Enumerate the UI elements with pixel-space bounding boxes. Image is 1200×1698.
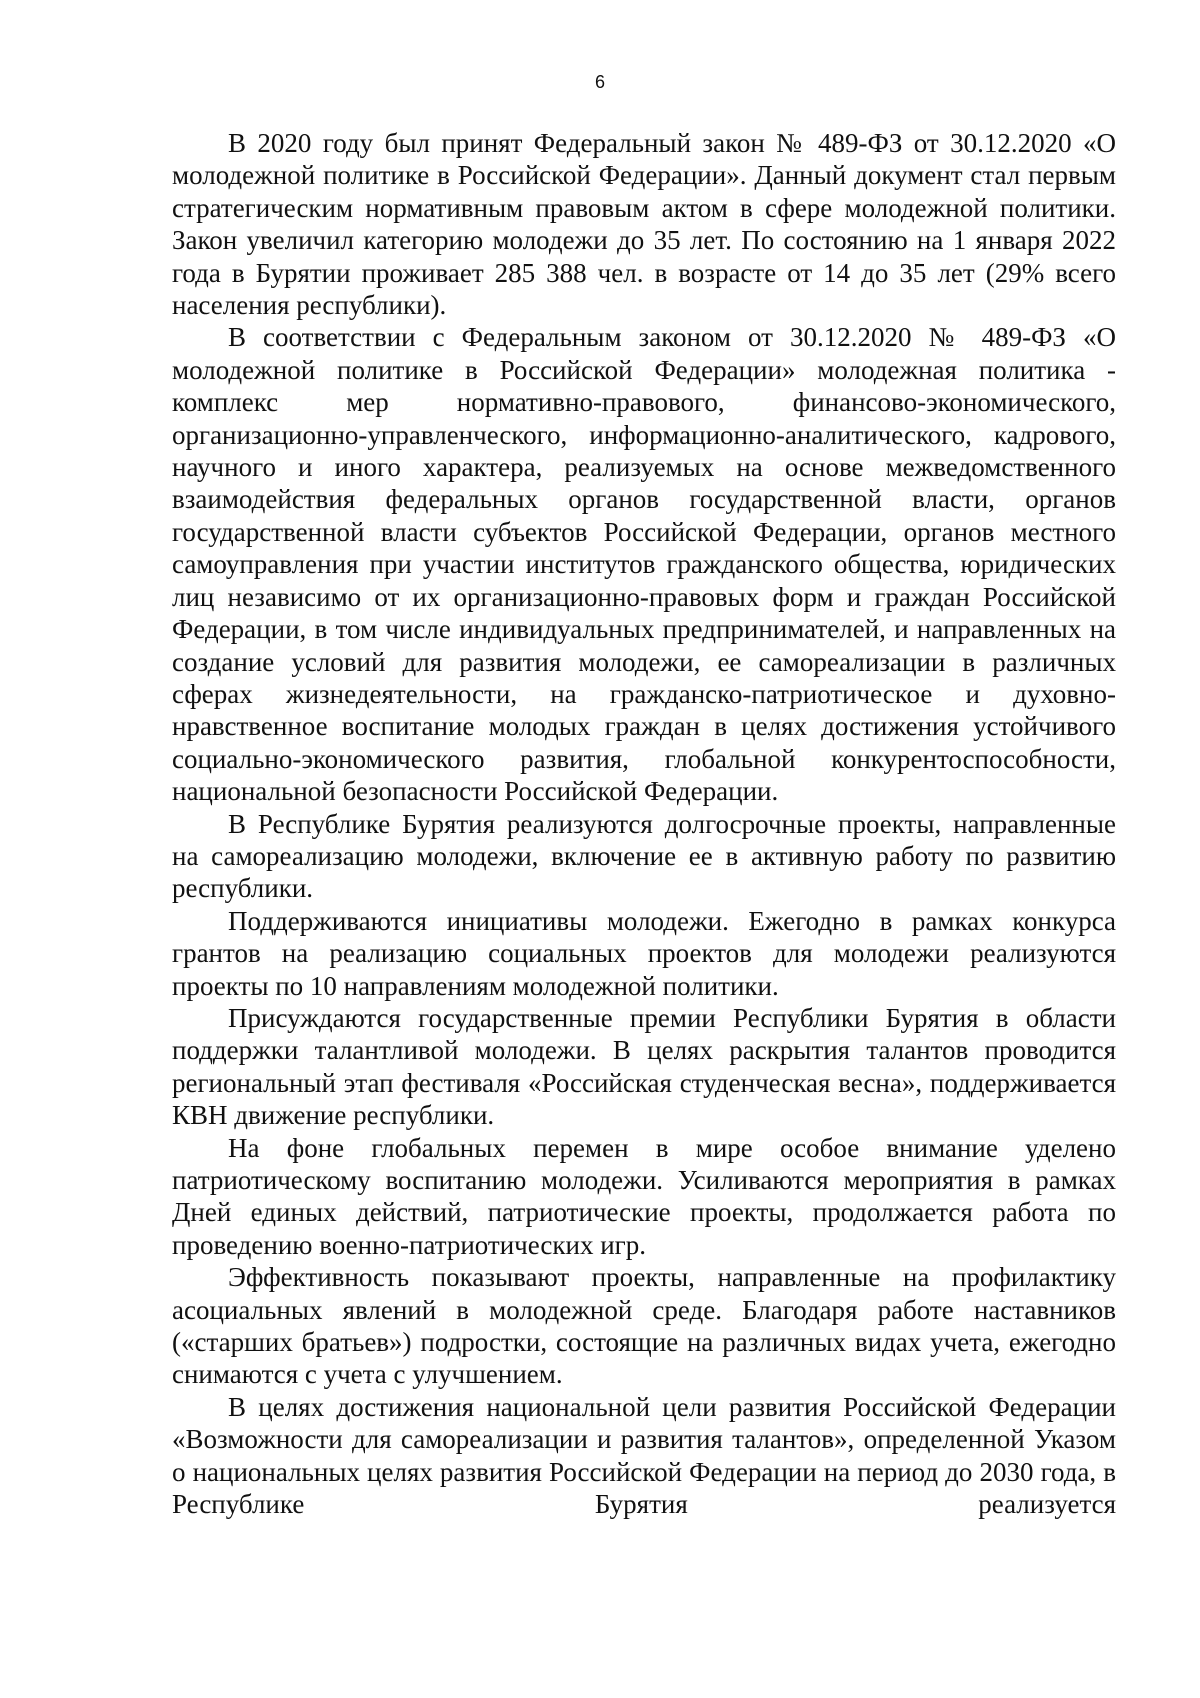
page-number: 6 xyxy=(594,72,605,92)
paragraph-youth-initiatives: Поддерживаются инициативы молодежи. Ежегодно в рамках конкурса грантов на реализацию социальных проектов для молодежи реализуются проекты по 10 направлениям молодежной политики. xyxy=(172,905,1116,1001)
paragraph-prevention-projects: Эффективность показывают проекты, направленные на профилактику асоциальных явлений в молодежной среде. Благодаря работе наставников («старших братьев») подростки, состоящие на различных видах учета, ежегодно снимаются с учета с улучшением. xyxy=(172,1262,1116,1390)
document-body xyxy=(172,127,1116,1520)
paragraph-patriotic-education: На фоне глобальных перемен в мире особое внимание уделено патриотическому воспитанию молодежи. Усиливаются мероприятия в рамках Дней единых действий, патриотические проекты, продолжается работа по проведению военно-патриотических игр. xyxy=(172,1132,1116,1260)
paragraph-national-goals: В целях достижения национальной цели развития Российской Федерации «Возможности для самореализации и развития талантов», определенной Указом о национальных целях развития Российской Федерации на период до 2030 года, в Республике Бурятия реализуется xyxy=(172,1391,1116,1520)
paragraph-state-prizes: Присуждаются государственные премии Республики Бурятия в области поддержки талантливой молодежи. В целях раскрытия талантов проводится региональный этап фестиваля «Российская студенческая весна», поддерживается КВН движение республики. xyxy=(172,1002,1116,1131)
paragraph-long-term-projects: В Республике Бурятия реализуются долгосрочные проекты, направленные на самореализацию молодежи, включение ее в активную работу по развитию республики. xyxy=(172,808,1116,904)
paragraph-youth-law-2020: В 2020 году был принят Федеральный закон № 489-ФЗ от 30.12.2020 «О молодежной политике в Российской Федерации». Данный документ стал первым стратегическим нормативным правовым актом в сфере молодежной политики. Закон увеличил категорию молодежи до 35 лет. По состоянию на 1 января 2022 года в Бурятии проживает 285 388 чел. в возрасте от 14 до 35 лет (29% всего населения республики). xyxy=(172,128,1116,321)
paragraph-youth-policy-definition: В соответствии с Федеральным законом от 30.12.2020 № 489-ФЗ «О молодежной политике в Российской Федерации» молодежная политика - комплекс мер нормативно-правового, финансово-экономического, организационно-управленческого, информационно-аналитического, кадрового, научного и иного характера, реализуемых на основе межведомственного взаимодействия федеральных органов государственной власти, органов государственной власти субъектов Российской Федерации, органов местного самоуправления при участии институтов гражданского общества, юридических лиц независимо от их организационно-правовых форм и граждан Российской Федерации, в том числе индивидуальных предпринимателей, и направленных на создание условий для развития молодежи, ее самореализации в различных сферах жизнедеятельности, на гражданско-патриотическое и духовно-нравственное воспитание молодых граждан в целях достижения устойчивого социально-экономического развития, глобальной конкурентоспособности, национальной безопасности Российской Федерации. xyxy=(172,322,1116,807)
